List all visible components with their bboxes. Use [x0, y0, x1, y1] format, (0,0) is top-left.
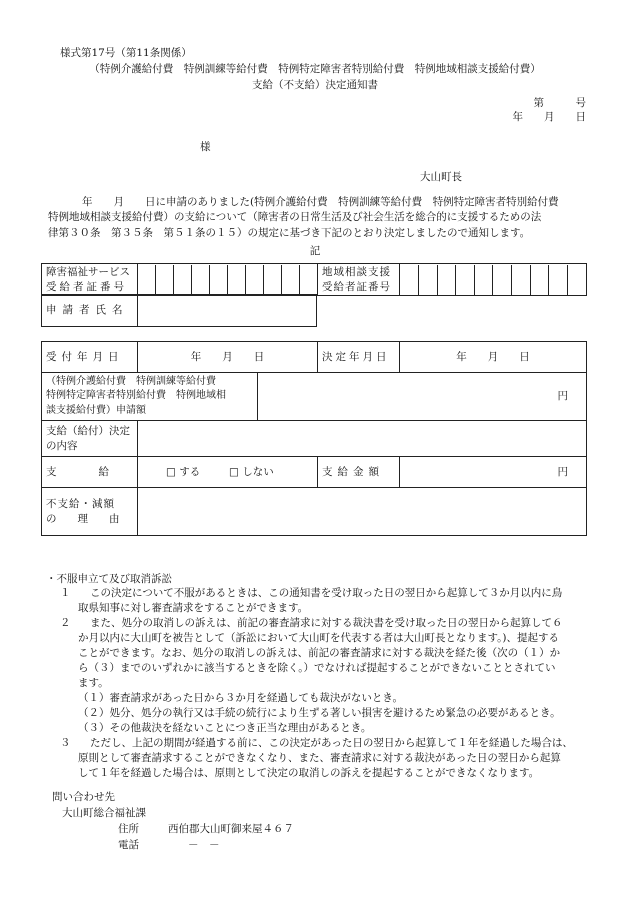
intro-line-3: 律第３０条 第３５条 第５１条の１５）の規定に基づき下記のとおり決定しましたので通知します。: [48, 227, 531, 239]
yen-unit: 円: [557, 390, 568, 403]
note-2-line-1: また、処分の取消しの訴えは、前記の審査請求に対する裁決書を受け取った日の翌日から起算して６: [90, 617, 563, 629]
decision-table: [41, 341, 587, 536]
payment-no-checkbox[interactable]: □ しない: [228, 465, 274, 478]
contact-phone-label: 電話: [118, 839, 139, 851]
issuer: 大山町長: [420, 171, 462, 183]
addressee: 様: [200, 141, 211, 153]
applicant-name-table: [41, 294, 317, 327]
decision-date-value[interactable]: 年 月 日: [400, 342, 587, 373]
reason-value[interactable]: [138, 488, 587, 536]
contact-department: 大山町総合福祉課: [62, 807, 146, 819]
decision-content-label: 支給（給付）決定 の内容: [42, 421, 138, 457]
contact-heading: 問い合わせ先: [52, 791, 115, 803]
reason-label: 不支給・減額 の 理 由: [42, 488, 138, 536]
applicant-name-label: 申請者氏名: [42, 295, 138, 327]
certificate-table: [41, 263, 587, 296]
intro-line-2: 特例地域相談支援給付費）の支給について（障害者の日常生活及び社会生活を総合的に支援するための法: [48, 211, 542, 223]
note-1-line-1: この決定について不服があるときは、この通知書を受け取った日の翌日から起算して３か月以内に鳥: [90, 587, 563, 599]
receipt-date-value[interactable]: 年 月 日: [138, 342, 318, 373]
consult-number-label: 地域相談支援 受給者証番号: [318, 264, 400, 296]
note-1-line-2: 取県知事に対し審査請求をすることができます。: [78, 602, 309, 614]
applicant-name-field[interactable]: [138, 295, 317, 327]
note-1-number: １: [60, 587, 71, 599]
decision-date-label: 決定年月日: [318, 342, 400, 373]
requested-amount-value[interactable]: [258, 373, 587, 421]
note-3-number: ３: [60, 737, 71, 749]
requested-amount-label: （特例介護給付費 特例訓練等給付費 特例特定障害者特別給付費 特例地域相 談支援給付費）申請額: [42, 373, 258, 421]
note-2-number: ２: [60, 617, 71, 629]
note-3-line-1: ただし、上記の期間が経過する前に、この決定があった日の翌日から起算して１年を経過した場合は、: [90, 737, 573, 749]
payment-amount-label: 支給金額: [318, 457, 400, 488]
cert-number-boxes[interactable]: [138, 264, 318, 296]
note-2-line-4: ら（３）までのいずれかに該当するときを除く。）でなければ提起することができないこととされてい: [78, 662, 556, 674]
intro-line-1: 年 月 日に申請のありました(特例介護給付費 特例訓練等給付費 特例特定障害者特別給付費: [82, 196, 559, 208]
payment-options: [138, 457, 318, 488]
note-3-line-3: して１年を経過した場合は、原則として決定の取消しの訴えを提起することができなくなります。: [78, 767, 540, 779]
payment-amount-value[interactable]: [400, 457, 587, 488]
cert-number-label: 障害福祉サービス 受給者証番号: [42, 264, 138, 296]
note-2-sub-2: （２）処分、処分の執行又は手続の続行により生ずる著しい損害を避けるため緊急の必要があるとき。: [78, 707, 561, 719]
consult-number-boxes[interactable]: [400, 264, 587, 296]
note-2-sub-3: （３）その他裁決を経ないことにつき正当な理由があるとき。: [78, 722, 372, 734]
note-3-line-2: 原則として審査請求することができなくなり、また、審査請求に対する裁決があった日の翌日から起算: [78, 752, 561, 764]
note-2-line-5: ます。: [78, 677, 109, 689]
yen-unit: 円: [557, 465, 568, 478]
contact-phone: － －: [188, 839, 220, 851]
form-number: 様式第17号（第11条関係）: [60, 47, 192, 59]
issue-date: 年 月 日: [512, 111, 586, 123]
benefit-types: （特例介護給付費 特例訓練等給付費 特例特定障害者特別給付費 特例地域相談支援給付費）: [89, 63, 541, 75]
note-2-sub-1: （１）審査請求があった日から３か月を経過しても裁決がないとき。: [78, 692, 403, 704]
ki-mark: 記: [309, 245, 321, 257]
document-title: 支給（不支給）決定通知書: [252, 79, 378, 91]
note-2-line-3: ことができます。なお、処分の取消しの訴えは、前記の審査請求に対する裁決を経た後（次の（１）か: [78, 647, 561, 659]
decision-content-value[interactable]: [138, 421, 587, 457]
payment-label: 支 給: [42, 457, 138, 488]
payment-yes-checkbox[interactable]: □ する: [166, 465, 201, 478]
receipt-date-label: 受付年月日: [42, 342, 138, 373]
contact-address-label: 住所: [118, 823, 139, 835]
document-number: 第 号: [533, 97, 586, 109]
contact-address: 西伯郡大山町御来屋４６７: [168, 823, 294, 835]
notes-heading: ・不服申立て及び取消訴訟: [46, 573, 172, 585]
note-2-line-2: か月以内に大山町を被告として（訴訟において大山町を代表する者は大山町長となります。)、提起する: [78, 632, 560, 644]
